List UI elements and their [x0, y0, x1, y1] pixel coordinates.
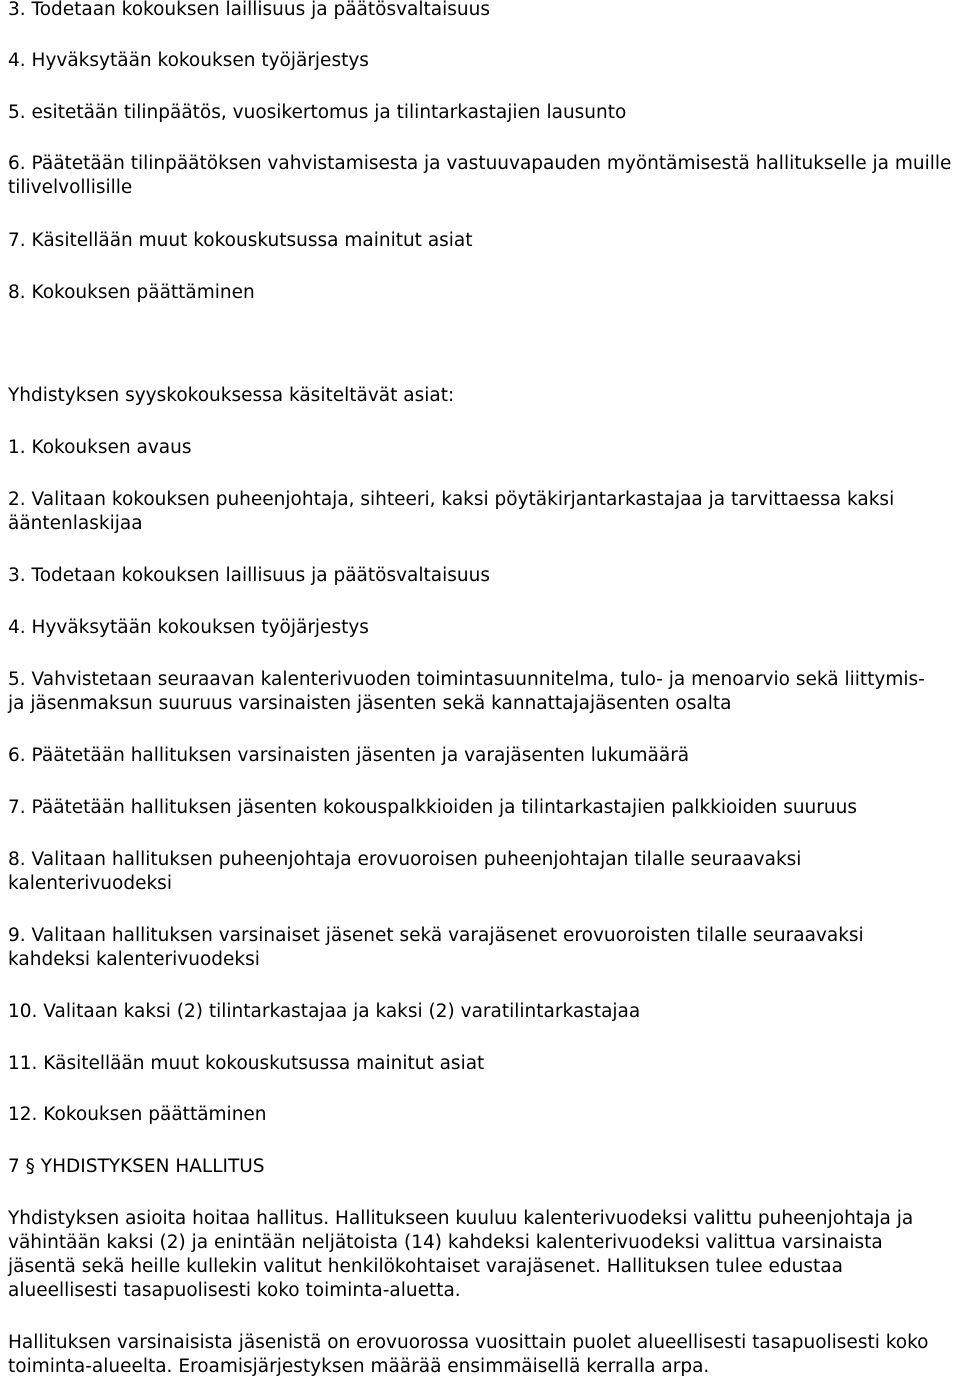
- autumn-meeting-heading: Yhdistyksen syyskokouksessa käsiteltävät asiat:: [8, 385, 455, 406]
- agenda-item: 6. Päätetään tilinpäätöksen vahvistamisesta ja vastuuvapauden myöntämisestä hallitukselle ja muille tilivelvollisille: [8, 153, 952, 198]
- agenda-item: 11. Käsitellään muut kokouskutsussa mainitut asiat: [8, 1053, 485, 1074]
- agenda-item: 4. Hyväksytään kokouksen työjärjestys: [8, 50, 369, 71]
- agenda-item: 9. Valitaan hallituksen varsinaiset jäsenet sekä varajäsenet erovuoroisten tilalle seuraavaksi kahdeksi kalenterivuodeksi: [8, 925, 864, 970]
- section-paragraph: Yhdistyksen asioita hoitaa hallitus. Hallitukseen kuuluu kalenterivuodeksi valittu puheenjohtaja ja vähintään kaksi (2) ja enintään neljätoista (14) kahdeksi kalenterivuodeksi valittua varsinaista jäsentä sekä heille kullekin valitut henkilökohtaiset varajäsenet. Hallituksen tulee edustaa alueellisesti tasapuolisesti koko toiminta-aluetta.: [8, 1208, 914, 1301]
- agenda-item: 8. Kokouksen päättäminen: [8, 282, 255, 303]
- section-heading: 7 § YHDISTYKSEN HALLITUS: [8, 1156, 265, 1177]
- agenda-item: 7. Päätetään hallituksen jäsenten kokouspalkkioiden ja tilintarkastajien palkkioiden suuruus: [8, 797, 857, 818]
- agenda-item: 2. Valitaan kokouksen puheenjohtaja, sihteeri, kaksi pöytäkirjantarkastajaa ja tarvittaessa kaksi ääntenlaskijaa: [8, 489, 895, 534]
- agenda-item: 10. Valitaan kaksi (2) tilintarkastajaa ja kaksi (2) varatilintarkastajaa: [8, 1001, 641, 1022]
- agenda-item: 1. Kokouksen avaus: [8, 437, 192, 458]
- agenda-item: 3. Todetaan kokouksen laillisuus ja päätösvaltaisuus: [8, 565, 490, 586]
- agenda-item: 8. Valitaan hallituksen puheenjohtaja erovuoroisen puheenjohtajan tilalle seuraavaksi kalenterivuodeksi: [8, 849, 802, 894]
- agenda-item: 6. Päätetään hallituksen varsinaisten jäsenten ja varajäsenten lukumäärä: [8, 745, 690, 766]
- agenda-item: 3. Todetaan kokouksen laillisuus ja päätösvaltaisuus: [8, 0, 490, 20]
- agenda-item: 4. Hyväksytään kokouksen työjärjestys: [8, 617, 369, 638]
- agenda-item: 5. Vahvistetaan seuraavan kalenterivuoden toimintasuunnitelma, tulo- ja menoarvio sekä liittymis- ja jäsenmaksun suuruus varsinaisten jäsenten sekä kannattajajäsenten osalta: [8, 669, 925, 714]
- agenda-item: 12. Kokouksen päättäminen: [8, 1104, 267, 1125]
- agenda-item: 7. Käsitellään muut kokouskutsussa mainitut asiat: [8, 230, 473, 251]
- agenda-item: 5. esitetään tilinpäätös, vuosikertomus ja tilintarkastajien lausunto: [8, 102, 627, 123]
- section-paragraph: Hallituksen varsinaisista jäsenistä on erovuorossa vuosittain puolet alueellisesti tasapuolisesti koko toiminta-alueelta. Eroamisjärjestyksen määrää ensimmäisellä kerralla arpa.: [8, 1332, 929, 1377]
